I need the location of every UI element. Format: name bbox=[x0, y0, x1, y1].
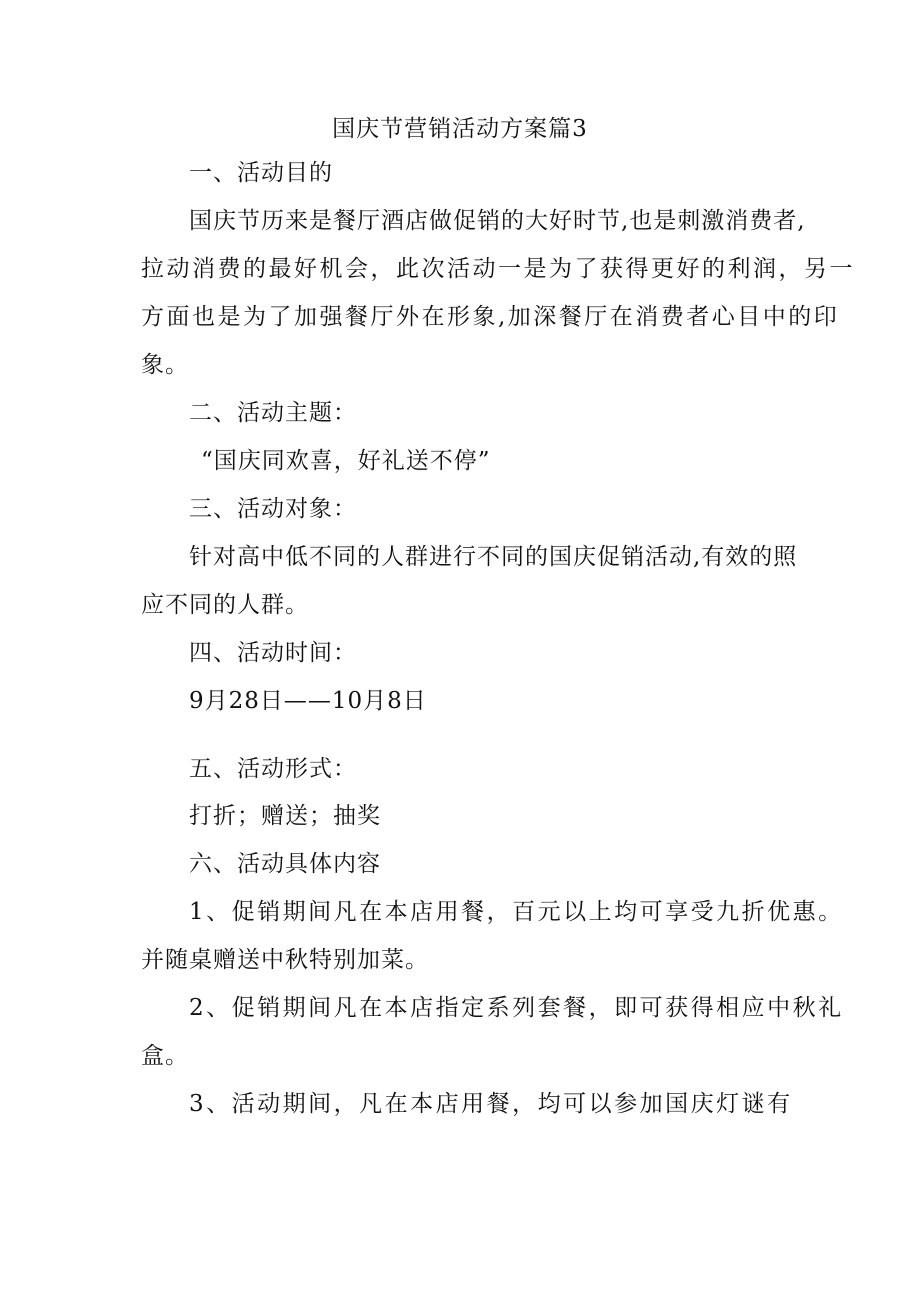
section3-heading: 三、活动对象： bbox=[189, 496, 357, 522]
paragraph-line: 应不同的人群。 bbox=[141, 592, 309, 618]
activity-theme: “国庆同欢喜，好礼送不停” bbox=[201, 448, 491, 474]
document-title: 国庆节营销活动方案篇3 bbox=[332, 116, 588, 142]
paragraph-line: 方面也是为了加强餐厅外在形象,加深餐厅在消费者心目中的印 bbox=[141, 304, 840, 330]
paragraph-line: 国庆节历来是餐厅酒店做促销的大好时节,也是刺激消费者, bbox=[189, 208, 806, 234]
list-item-line: 1、促销期间凡在本店用餐，百元以上均可享受九折优惠。 bbox=[189, 899, 844, 925]
section1-heading: 一、活动目的 bbox=[189, 160, 333, 186]
section6-heading: 六、活动具体内容 bbox=[189, 851, 381, 877]
paragraph-line: 拉动消费的最好机会，此次活动一是为了获得更好的利润，另一 bbox=[141, 256, 855, 282]
list-item-line: 2、促销期间凡在本店指定系列套餐，即可获得相应中秋礼 bbox=[189, 995, 844, 1021]
section4-heading: 四、活动时间： bbox=[189, 640, 357, 666]
paragraph-line: 针对高中低不同的人群进行不同的国庆促销活动,有效的照 bbox=[189, 544, 798, 570]
list-item-line: 3、活动期间，凡在本店用餐，均可以参加国庆灯谜有 bbox=[189, 1091, 793, 1117]
list-item-line: 盒。 bbox=[141, 1043, 189, 1069]
activity-forms: 打折；赠送；抽奖 bbox=[189, 803, 381, 829]
section5-heading: 五、活动形式： bbox=[189, 756, 357, 782]
section2-heading: 二、活动主题： bbox=[189, 400, 357, 426]
activity-time: 9月28日——10月8日 bbox=[189, 688, 427, 714]
list-item-line: 并随桌赠送中秋特别加菜。 bbox=[141, 947, 429, 973]
paragraph-line: 象。 bbox=[141, 352, 189, 378]
